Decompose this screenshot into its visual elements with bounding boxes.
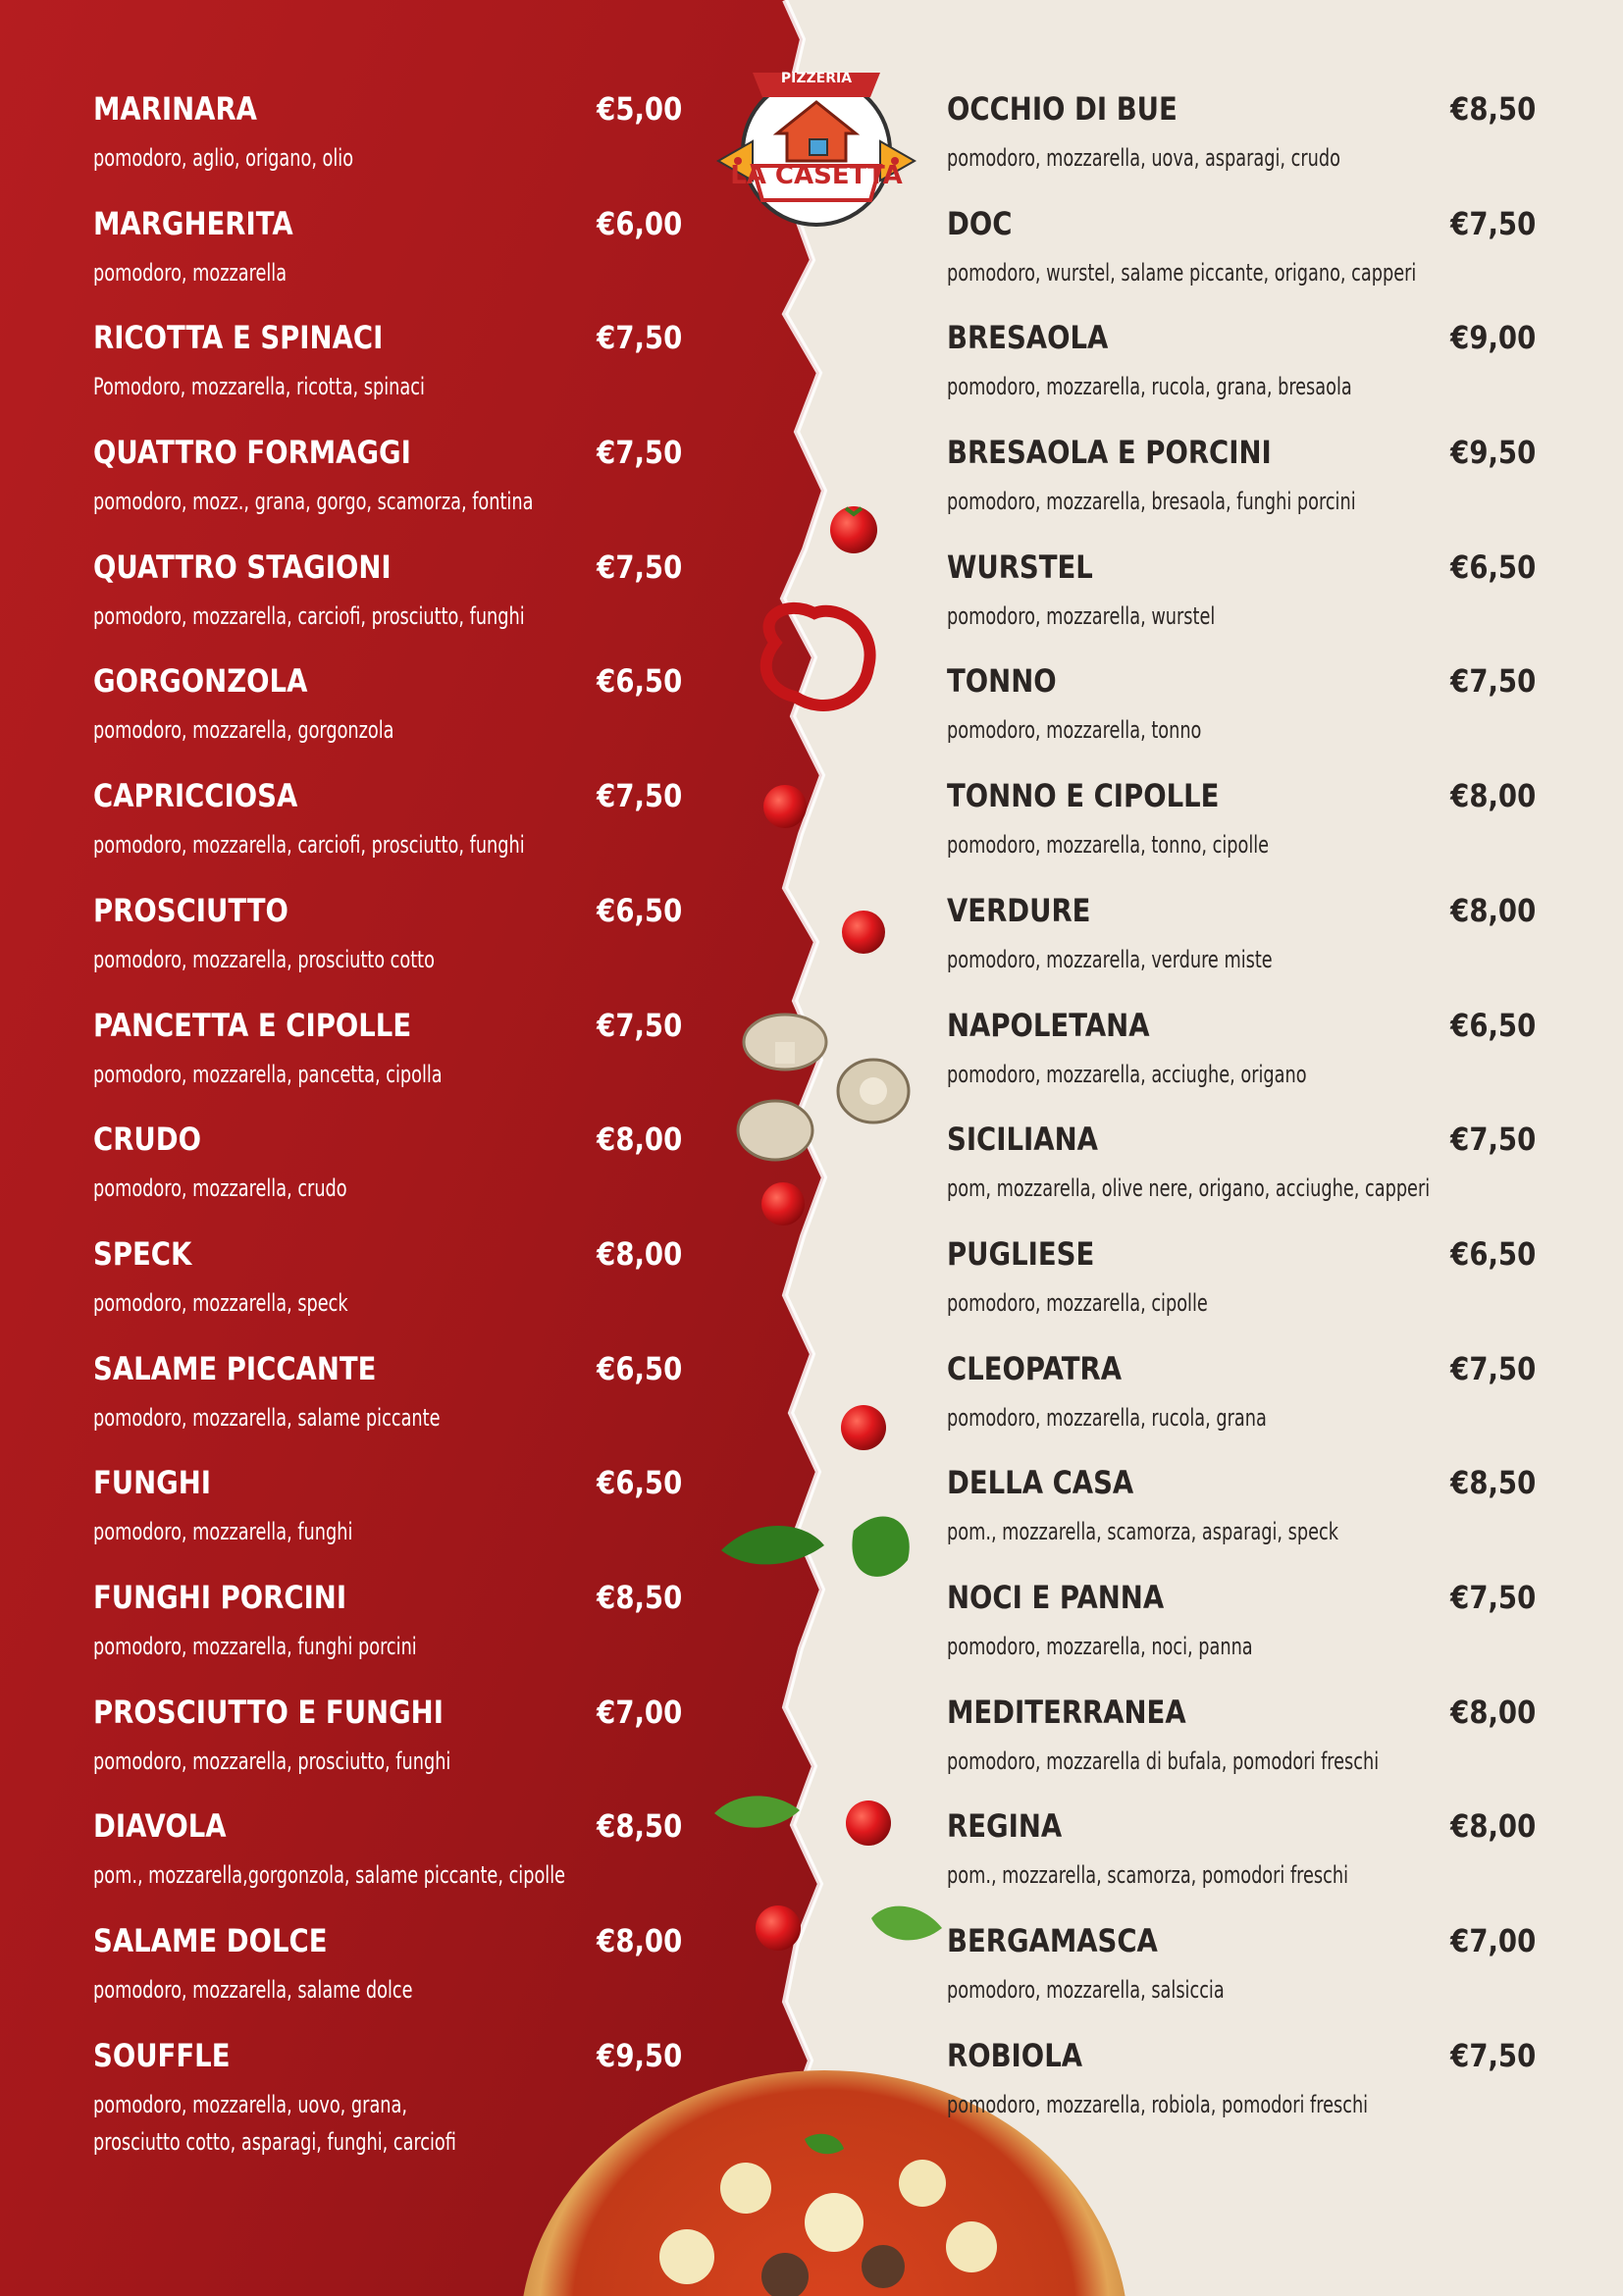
pizza-price: €9,50 (1449, 434, 1536, 472)
pizza-name: PROSCIUTTO (93, 891, 288, 929)
pizza-price: €7,50 (1449, 1121, 1536, 1159)
menu-item (947, 1007, 1536, 1122)
menu-item (93, 1579, 682, 1694)
pizza-ingredients: pomodoro, mozzarella, tonno, cipolle (947, 831, 1270, 860)
pizza-ingredients: pomodoro, mozzarella, prosciutto, funghi (93, 1747, 451, 1775)
pizza-price: €7,50 (1449, 204, 1536, 242)
menu-item (93, 1007, 682, 1122)
pizza-price: €7,00 (596, 1693, 682, 1731)
pizza-name: MARINARA (93, 90, 257, 128)
menu-item (93, 777, 682, 892)
menu-item (947, 1922, 1536, 2037)
pizza-ingredients: pomodoro, mozz., grana, gorgo, scamorza, fontina (93, 488, 534, 516)
pizza-ingredients: pomodoro, mozzarella, wurstel (947, 601, 1216, 630)
menu-item (93, 548, 682, 663)
menu-item (947, 1121, 1536, 1235)
pizza-ingredients: pomodoro, mozzarella, uova, asparagi, crudo (947, 144, 1340, 172)
menu-item (93, 319, 682, 434)
pizza-name: BRESAOLA (947, 319, 1109, 357)
logo-top-text: PIZZERIA (780, 71, 853, 86)
menu-item (947, 777, 1536, 892)
pizza-name: CLEOPATRA (947, 1349, 1122, 1387)
logo-main-text: LA CASETTA (730, 161, 903, 190)
menu-item (93, 1807, 682, 1922)
menu-item (947, 2037, 1536, 2152)
pizza-name: BERGAMASCA (947, 1922, 1158, 1959)
pizza-ingredients: pomodoro, mozzarella, carciofi, prosciutto, funghi (93, 831, 525, 860)
pizza-name: FUNGHI (93, 1464, 212, 1502)
pizza-ingredients: pomodoro, mozzarella, carciofi, prosciutto, funghi (93, 601, 525, 630)
pizza-price: €7,50 (596, 319, 682, 357)
pizza-name: GORGONZOLA (93, 662, 308, 701)
logo-emblem-icon (708, 63, 924, 239)
pizza-ingredients: pomodoro, mozzarella, funghi (93, 1518, 353, 1546)
menu-item (947, 1579, 1536, 1694)
pizza-price: €7,50 (1449, 2036, 1536, 2074)
menu-item (93, 90, 682, 205)
pizza-ingredients: Pomodoro, mozzarella, ricotta, spinaci (93, 373, 425, 401)
cherry-tomato-icon (841, 1405, 886, 1450)
pizza-ingredients: pom., mozzarella, scamorza, asparagi, speck (947, 1518, 1338, 1546)
pizza-price: €6,50 (1449, 1234, 1536, 1273)
pizza-ingredients: pomodoro, mozzarella, funghi porcini (93, 1632, 417, 1660)
menu-item (93, 1464, 682, 1579)
menu-item (93, 1350, 682, 1465)
pizza-name: PUGLIESE (947, 1234, 1095, 1273)
pizza-ingredients: pom., mozzarella, scamorza, pomodori freschi (947, 1861, 1349, 1890)
pizza-name: OCCHIO DI BUE (947, 90, 1178, 128)
pizza-price: €7,50 (1449, 1578, 1536, 1616)
menu-item (947, 1694, 1536, 1808)
pizza-name: CAPRICCIOSA (93, 777, 298, 815)
menu-item (93, 1694, 682, 1808)
pizza-ingredients: pomodoro, mozzarella, pancetta, cipolla (93, 1060, 443, 1088)
pizza-price: €6,50 (1449, 548, 1536, 586)
cherry-tomato-icon (756, 1905, 801, 1951)
cherry-tomato-icon (846, 1800, 891, 1846)
pizza-name: VERDURE (947, 891, 1091, 929)
pizza-ingredients: pomodoro, mozzarella, speck (93, 1288, 348, 1317)
pizza-ingredients: pomodoro, mozzarella, prosciutto cotto (93, 945, 435, 973)
pizza-name: SICILIANA (947, 1121, 1098, 1159)
pizza-price: €7,50 (596, 1006, 682, 1044)
pizza-price: €8,00 (1449, 1693, 1536, 1731)
pizza-price: €6,00 (596, 204, 682, 242)
pizza-name: PANCETTA E CIPOLLE (93, 1006, 412, 1044)
menu-item (947, 319, 1536, 434)
cherry-tomato-icon (763, 785, 807, 828)
menu-item (947, 548, 1536, 663)
pizza-ingredients: pomodoro, aglio, origano, olio (93, 144, 354, 172)
pizza-price: €6,50 (596, 1349, 682, 1387)
cherry-tomato-icon (761, 1182, 805, 1226)
pizza-name: PROSCIUTTO E FUNGHI (93, 1693, 444, 1731)
menu-item (947, 1807, 1536, 1922)
pizza-ingredients: pomodoro, mozzarella, uovo, grana, (93, 2090, 407, 2118)
mushroom-icon (838, 1060, 909, 1122)
pizza-ingredients: pomodoro, mozzarella, salame dolce (93, 1976, 413, 2004)
pizza-price: €7,50 (596, 434, 682, 472)
pizza-ingredients: pomodoro, mozzarella, salsiccia (947, 1976, 1225, 2004)
pizza-ingredients: pomodoro, mozzarella, robiola, pomodori freschi (947, 2090, 1369, 2118)
pizza-price: €5,00 (596, 90, 682, 128)
menu-item (93, 2036, 682, 2156)
menu-item (947, 90, 1536, 205)
pizzeria-logo (708, 63, 924, 239)
pizza-price: €8,00 (1449, 1807, 1536, 1846)
pizza-name: NOCI E PANNA (947, 1578, 1165, 1616)
pizza-price: €8,50 (596, 1578, 682, 1616)
pizza-ingredients: pomodoro, mozzarella, cipolle (947, 1288, 1208, 1317)
pizza-name: QUATTRO FORMAGGI (93, 434, 411, 472)
pizza-price: €8,00 (596, 1922, 682, 1959)
pizza-name: SPECK (93, 1234, 192, 1273)
pizza-ingredients: pomodoro, mozzarella, acciughe, origano (947, 1060, 1307, 1088)
pizza-ingredients: pomodoro, mozzarella, tonno (947, 716, 1202, 745)
pizza-price: €8,00 (1449, 891, 1536, 929)
menu-item (947, 1350, 1536, 1465)
pizza-name: NAPOLETANA (947, 1006, 1150, 1044)
pizza-price: €8,50 (1449, 1464, 1536, 1502)
pizza-name: RICOTTA E SPINACI (93, 319, 384, 357)
menu-item (93, 205, 682, 320)
pizza-name: WURSTEL (947, 548, 1093, 586)
pizza-price: €8,00 (596, 1234, 682, 1273)
menu-item (947, 434, 1536, 548)
pizza-ingredients-line2: prosciutto cotto, asparagi, funghi, carciofi (93, 2127, 456, 2156)
pizza-price: €7,50 (596, 548, 682, 586)
pizza-price: €7,00 (1449, 1922, 1536, 1959)
pizza-name: MARGHERITA (93, 204, 293, 242)
menu-item (93, 892, 682, 1007)
menu-item (93, 434, 682, 548)
pizza-price: €6,50 (596, 891, 682, 929)
pizza-price: €8,00 (1449, 777, 1536, 815)
menu-item (93, 1922, 682, 2037)
pizza-ingredients: pom., mozzarella,gorgonzola, salame piccante, cipolle (93, 1861, 566, 1890)
pizza-price: €7,50 (1449, 662, 1536, 701)
mushroom-icon (744, 1015, 826, 1070)
menu-item (947, 892, 1536, 1007)
pizza-price: €7,50 (596, 777, 682, 815)
cherry-tomato-icon (830, 506, 877, 553)
pizza-name: DELLA CASA (947, 1464, 1134, 1502)
pizza-ingredients: pomodoro, mozzarella, bresaola, funghi porcini (947, 488, 1356, 516)
pizza-name: QUATTRO STAGIONI (93, 548, 392, 586)
pizza-name: SALAME DOLCE (93, 1922, 328, 1959)
pizza-name: SALAME PICCANTE (93, 1349, 377, 1387)
pizza-price: €9,00 (1449, 319, 1536, 357)
pizza-ingredients: pomodoro, wurstel, salame piccante, origano, capperi (947, 258, 1417, 287)
pizza-price: €8,50 (596, 1807, 682, 1846)
pizza-name: REGINA (947, 1807, 1063, 1846)
pizza-price: €8,50 (1449, 90, 1536, 128)
pizza-name: BRESAOLA E PORCINI (947, 434, 1272, 472)
pizza-name: DOC (947, 204, 1013, 242)
pizza-price: €6,50 (596, 662, 682, 701)
pizza-name: MEDITERRANEA (947, 1693, 1186, 1731)
pizza-ingredients: pomodoro, mozzarella, rucola, grana, bresaola (947, 373, 1352, 401)
cherry-tomato-icon (842, 911, 885, 954)
pizza-name: ROBIOLA (947, 2036, 1083, 2074)
menu-item (93, 662, 682, 777)
pizza-name: DIAVOLA (93, 1807, 227, 1846)
pizza-price: €9,50 (596, 2036, 682, 2074)
pizza-ingredients: pomodoro, mozzarella di bufala, pomodori freschi (947, 1747, 1380, 1775)
pizza-name: FUNGHI PORCINI (93, 1578, 347, 1616)
pizza-price: €7,50 (1449, 1349, 1536, 1387)
mushroom-icon (738, 1101, 812, 1160)
menu-column-right (947, 90, 1536, 2151)
menu-item (947, 662, 1536, 777)
pizza-ingredients: pomodoro, mozzarella, verdure miste (947, 945, 1273, 973)
pizza-price: €6,50 (596, 1464, 682, 1502)
menu-item (947, 205, 1536, 320)
pizza-ingredients: pomodoro, mozzarella, crudo (93, 1174, 347, 1203)
pizza-ingredients: pomodoro, mozzarella, salame piccante (93, 1403, 441, 1432)
pizza-ingredients: pomodoro, mozzarella (93, 258, 288, 287)
pizza-name: SOUFFLE (93, 2036, 231, 2074)
pizza-name: TONNO (947, 662, 1057, 701)
menu-item (947, 1464, 1536, 1579)
pizza-price: €6,50 (1449, 1006, 1536, 1044)
menu-item (947, 1235, 1536, 1350)
pizza-price: €8,00 (596, 1121, 682, 1159)
pizza-name: CRUDO (93, 1121, 201, 1159)
pizza-name: TONNO E CIPOLLE (947, 777, 1220, 815)
pizza-ingredients: pomodoro, mozzarella, gorgonzola (93, 716, 394, 745)
pizza-ingredients: pomodoro, mozzarella, noci, panna (947, 1632, 1253, 1660)
menu-item (93, 1235, 682, 1350)
menu-item (93, 1121, 682, 1235)
menu-column-left (93, 90, 682, 2156)
pizza-ingredients: pom, mozzarella, olive nere, origano, acciughe, capperi (947, 1174, 1431, 1203)
pizza-ingredients: pomodoro, mozzarella, rucola, grana (947, 1403, 1267, 1432)
